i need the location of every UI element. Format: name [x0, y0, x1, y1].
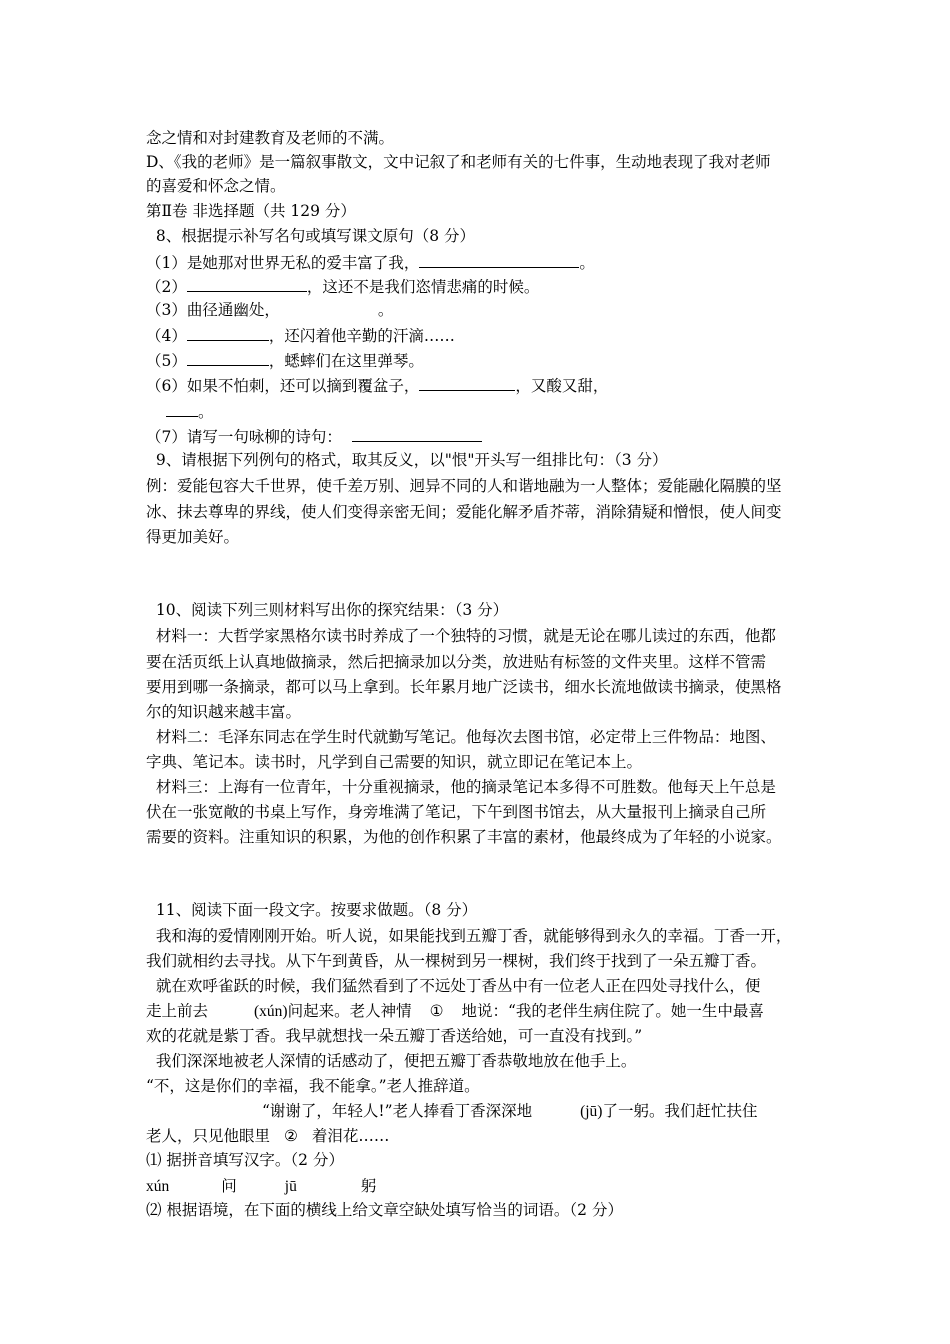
item-text: ，又酸又甜，	[515, 377, 609, 395]
text-line: 我和海的爱情刚刚开始。听人说，如果能找到五瓣丁香，就能够得到永久的幸福。丁香一开，	[146, 927, 792, 945]
item-text: （6）如果不怕刺，还可以摘到覆盆子，	[146, 377, 420, 395]
text-segment: 走上前去	[146, 1002, 209, 1020]
text-line: 字典、笔记本。读书时，凡学到自己需要的知识，就立即记在笔记本上。	[146, 753, 643, 771]
text-segment: (jū)了一躬。我们赶忙扶住	[580, 1103, 758, 1120]
answer-blank[interactable]	[419, 249, 579, 268]
text-line: 材料三：上海有一位青年，十分重视摘录，他的摘录笔记本多得不可胜数。他每天上午总是	[146, 778, 776, 796]
item-text: （7）请写一句咏柳的诗句：	[146, 428, 342, 446]
question-8-item-3	[146, 298, 393, 322]
text-line: 我们就相约去寻找。从下午到黄昏，从一棵树到另一棵树，我们终于找到了一朵五瓣丁香。	[146, 952, 767, 970]
text-line: 伏在一张宽敞的书桌上写作，身旁堆满了笔记，下午到图书馆去，从大量报刊上摘录自己所	[146, 803, 767, 821]
text-line: 的喜爱和怀念之情。	[146, 177, 286, 195]
question-8-item-7	[146, 423, 482, 449]
text-segment: (xún)问起来。老人神情	[254, 1003, 412, 1020]
blank-marker: ②	[284, 1127, 298, 1145]
question-9-heading: 9、请根据下列例句的格式，取其反义，以"恨"开头写一组排比句：（3 分）	[146, 451, 668, 469]
pinyin-row	[146, 1174, 376, 1199]
item-text: （1）是她那对世界无私的爱丰富了我，	[146, 254, 420, 272]
question-8-item-4	[146, 322, 455, 348]
text-segment: 着泪花……	[311, 1127, 390, 1145]
text-line: “不，这是你们的幸福，我不能拿。”老人推辞道。	[146, 1077, 480, 1095]
text-line: 材料二：毛泽东同志在学生时代就勤写笔记。他每次去图书馆，必定带上三件物品：地图、	[146, 728, 776, 746]
item-text: ，这还不是我们恣情悲痛的时候。	[306, 278, 540, 296]
item-text: 。	[198, 403, 214, 421]
text-line: 例：爱能包容大千世界，使千差万别、迥异不同的人和谐地融为一人整体；爱能融化隔膜的坚	[146, 477, 782, 495]
answer-blank[interactable]	[352, 423, 482, 442]
text-line: 尔的知识越来越丰富。	[146, 703, 302, 721]
text-line: 我们深深地被老人深情的话感动了，便把五瓣丁香恭敬地放在他手上。	[146, 1052, 637, 1070]
text-line: 就在欢呼雀跃的时候，我们猛然看到了不远处丁香丛中有一位老人正在四处寻找什么，便	[146, 977, 761, 995]
text-line: 要在活页纸上认真地做摘录，然后把摘录加以分类，放进贴有标签的文件夹里。这样不管需	[146, 653, 767, 671]
item-text: 。	[377, 301, 394, 319]
question-11-heading: 11、阅读下面一段文字。按要求做题。（8 分）	[146, 901, 478, 919]
pinyin-label: jū	[284, 1178, 297, 1195]
blank-marker: ①	[429, 1002, 444, 1020]
item-text: （3）曲径通幽处，	[146, 301, 280, 319]
text-line	[146, 1124, 389, 1148]
word-char: 问	[221, 1177, 237, 1195]
item-text: （5）	[146, 352, 187, 370]
item-text: ，蟋蟀们在这里弹琴。	[268, 352, 424, 370]
question-8-item-6	[146, 372, 608, 398]
text-line: 念之情和对封建教育及老师的不满。	[146, 129, 395, 147]
answer-blank[interactable]	[187, 347, 269, 366]
text-segment: “谢谢了，年轻人!”老人捧看丁香深深地	[262, 1102, 533, 1120]
question-10-heading: 10、阅读下列三则材料写出你的探究结果：（3 分）	[146, 601, 509, 619]
pinyin-label: xún	[146, 1178, 170, 1195]
text-line: 需要的资料。注重知识的积累，为他的创作积累了丰富的素材，他最终成为了年轻的小说家。	[146, 828, 782, 846]
text-line	[146, 999, 764, 1024]
text-line: 冰、抹去尊卑的界线，使人们变得亲密无间；爱能化解矛盾芥蒂，消除猜疑和憎恨，使人间变	[146, 503, 782, 521]
item-text: （4）	[146, 327, 187, 345]
text-segment: 地说：“我的老伴生病住院了。她一生中最喜	[461, 1002, 764, 1020]
question-8-item-2	[146, 273, 539, 299]
item-text: （2）	[146, 278, 187, 296]
answer-blank[interactable]	[187, 322, 269, 341]
text-line: 材料一：大哲学家黑格尔读书时养成了一个独特的习惯，就是无论在哪儿读过的东西，他都	[146, 627, 776, 645]
sub-question-1: ⑴ 据拼音填写汉字。（2 分）	[146, 1151, 344, 1169]
item-text: ，还闪着他辛勤的汗滴……	[268, 327, 455, 345]
text-line	[262, 1099, 757, 1124]
text-line: 欢的花就是紫丁香。我早就想找一朵五瓣丁香送给她，可一直没有找到。”	[146, 1027, 643, 1045]
item-text: 。	[579, 254, 595, 272]
section-heading: 第Ⅱ卷 非选择题（共 129 分）	[146, 202, 356, 220]
question-8-item-5	[146, 347, 424, 373]
question-8-item-6-cont	[166, 398, 214, 424]
text-line: 要用到哪一条摘录，都可以马上拿到。长年累月地广泛读书，细水长流地做读书摘录，使黑格	[146, 678, 782, 696]
answer-blank[interactable]	[166, 398, 198, 417]
answer-blank[interactable]	[419, 372, 515, 391]
question-8-item-1	[146, 249, 595, 275]
text-line: 得更加美好。	[146, 528, 240, 546]
text-segment: 老人，只见他眼里	[146, 1127, 271, 1145]
word-char: 躬	[360, 1177, 377, 1195]
question-8-heading: 8、根据提示补写名句或填写课文原句（8 分）	[146, 227, 476, 245]
sub-question-2: ⑵ 根据语境，在下面的横线上给文章空缺处填写恰当的词语。（2 分）	[146, 1201, 623, 1219]
text-line: D、《我的老师》是一篇叙事散文，文中记叙了和老师有关的七件事，生动地表现了我对老师	[146, 153, 771, 171]
answer-blank[interactable]	[187, 273, 307, 292]
